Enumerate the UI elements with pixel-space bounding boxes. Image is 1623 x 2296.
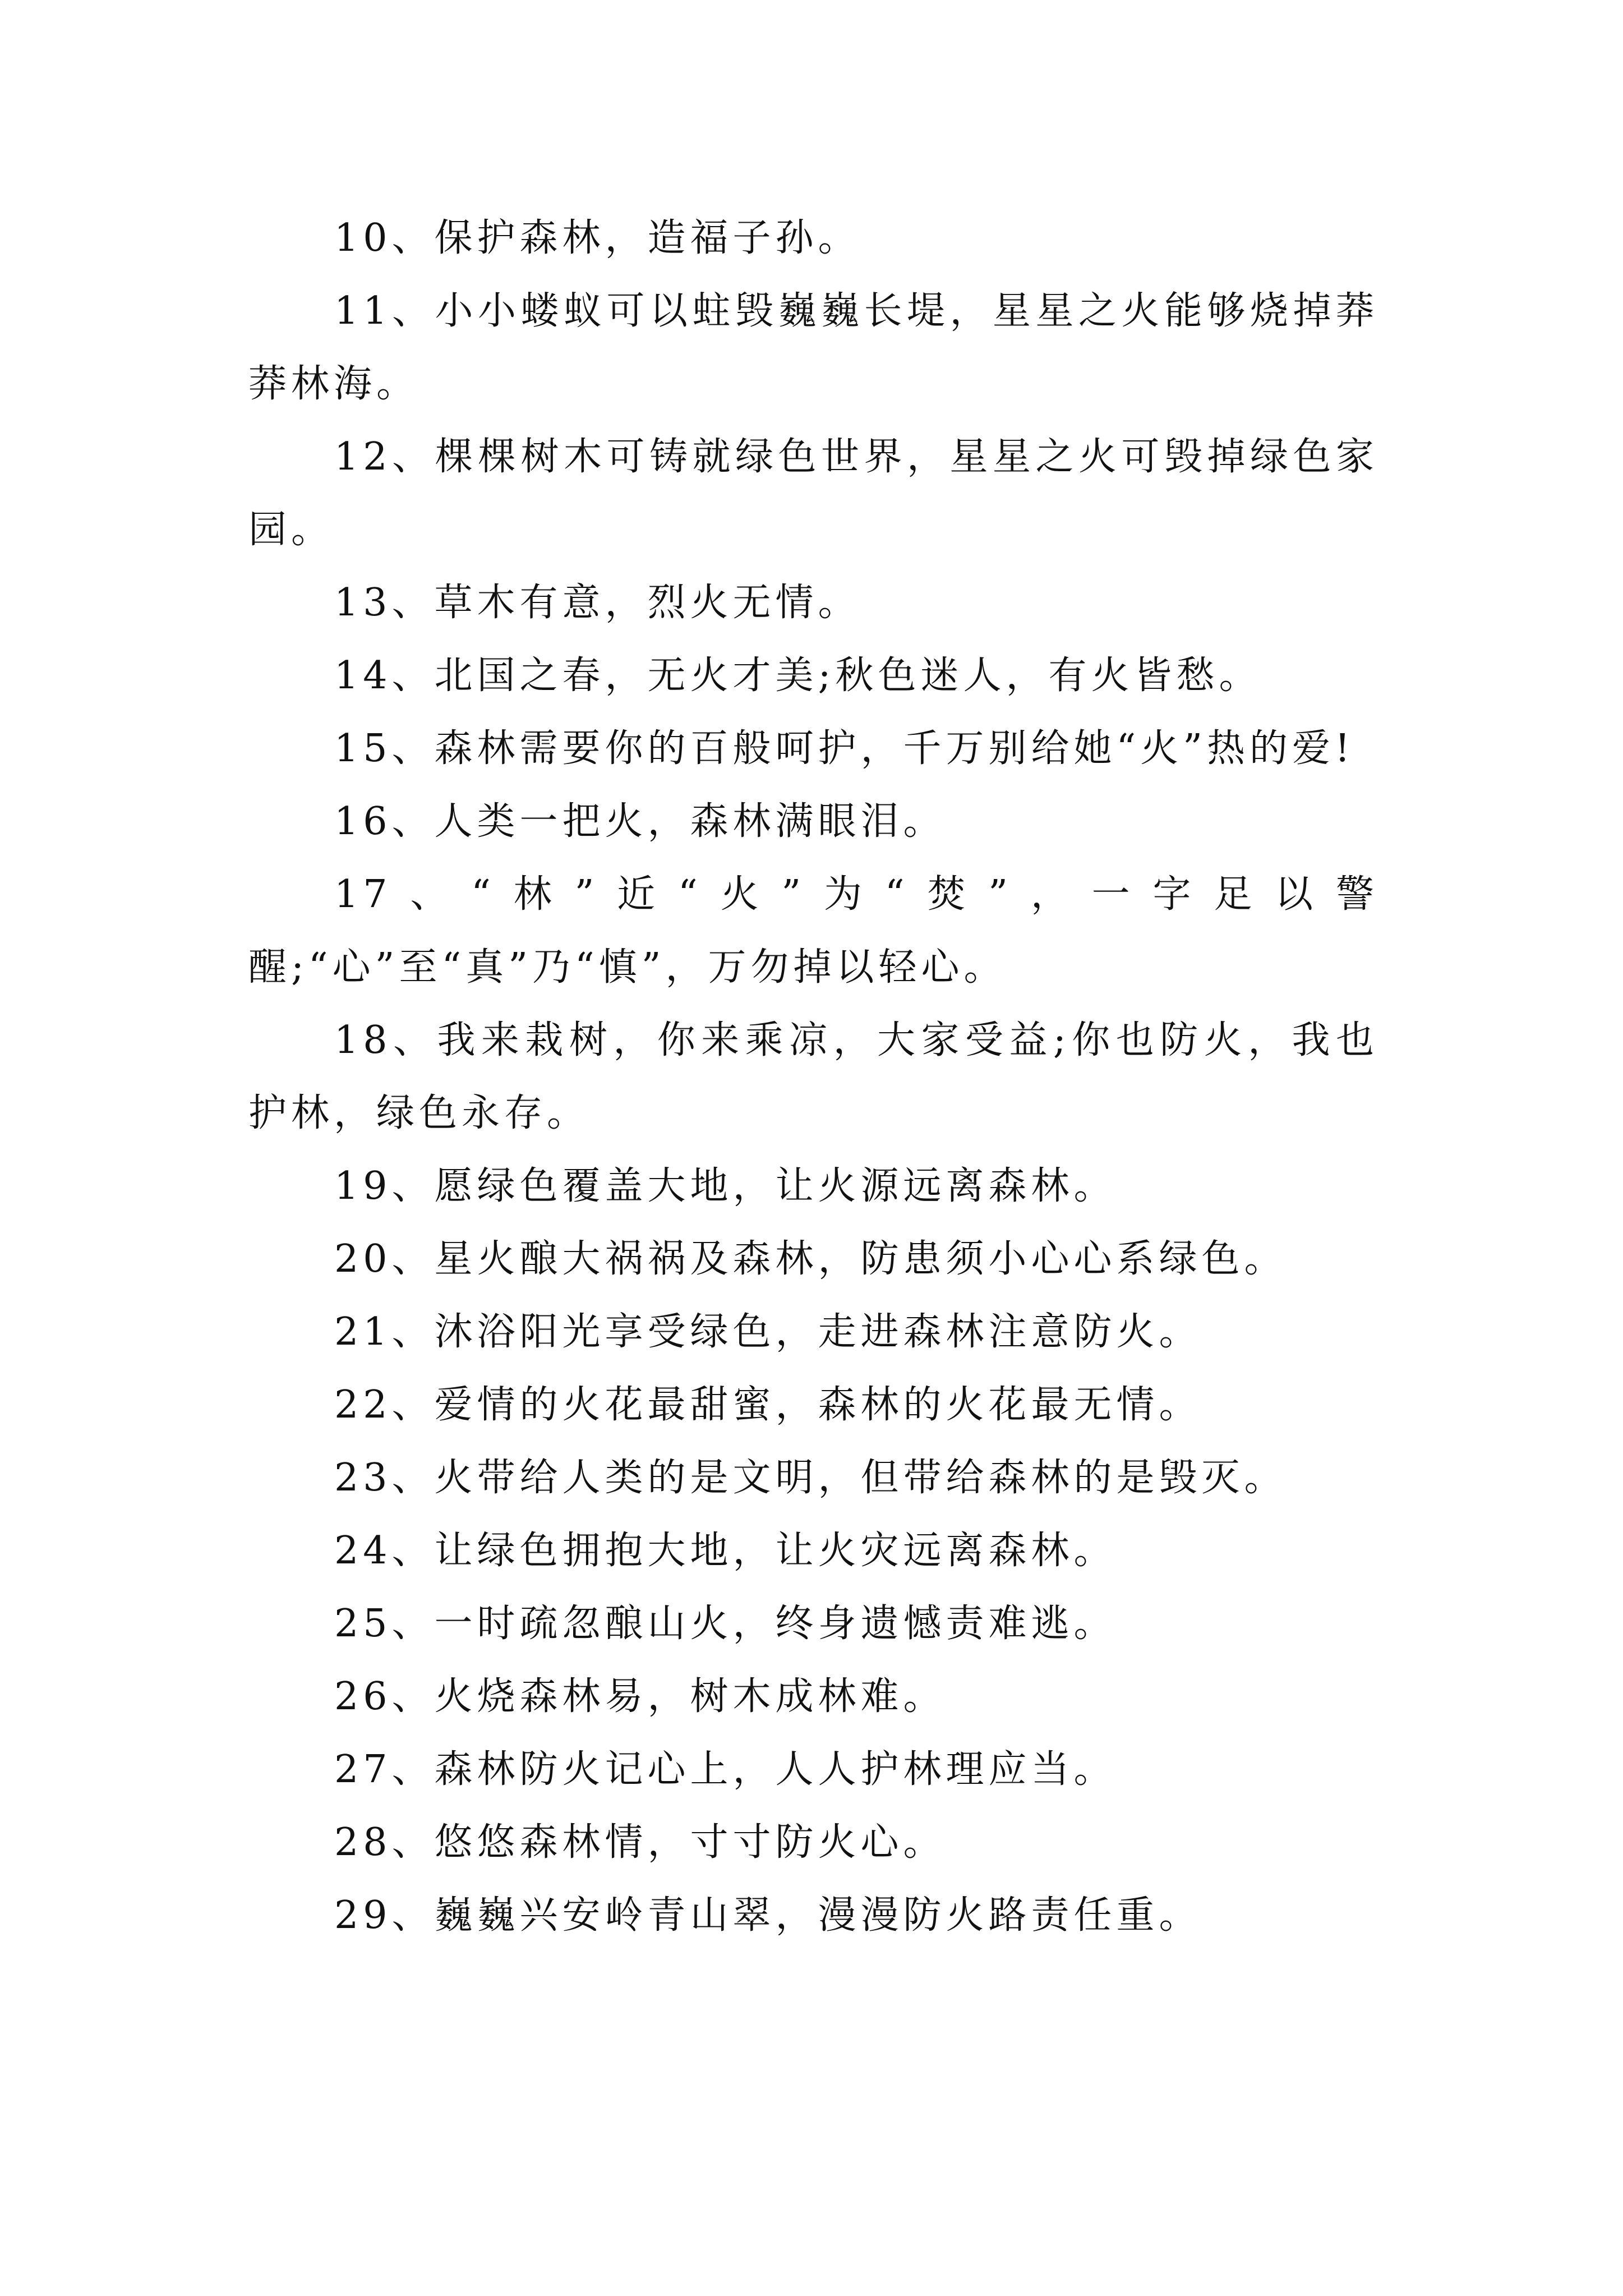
slogan-paragraph: 22、爱情的火花最甜蜜，森林的火花最无情。 [334, 1383, 1202, 1427]
slogan-paragraph: 23、火带给人类的是文明，但带给森林的是毁灭。 [334, 1456, 1287, 1500]
slogan-paragraph: 29、巍巍兴安岭青山翠，漫漫防火路责任重。 [334, 1893, 1202, 1938]
slogan-paragraph: 24、让绿色拥抱大地，让火灾远离森林。 [334, 1529, 1117, 1573]
slogan-paragraph: 25、一时疏忽酿山火，终身遗憾责难逃。 [334, 1602, 1117, 1646]
slogan-paragraph: 11、小小蝼蚁可以蛀毁巍巍长堤，星星之火能够烧掉莽莽林海。 [248, 289, 1378, 406]
slogan-paragraph: 13、草木有意，烈火无情。 [334, 581, 861, 625]
slogan-paragraph: 12、棵棵树木可铸就绿色世界，星星之火可毁掉绿色家园。 [248, 435, 1378, 552]
slogan-paragraph: 10、保护森林，造福子孙。 [334, 216, 861, 260]
slogan-paragraph: 18、我来栽树，你来乘凉，大家受益;你也防火，我也护林，绿色永存。 [248, 1018, 1378, 1135]
slogan-paragraph: 27、森林防火记心上，人人护林理应当。 [334, 1747, 1117, 1792]
document-body [248, 202, 1378, 1952]
slogan-paragraph: 20、星火酿大祸祸及森林，防患须小心心系绿色。 [334, 1237, 1287, 1281]
slogan-paragraph: 14、北国之春，无火才美;秋色迷人，有火皆愁。 [334, 654, 1262, 698]
slogan-paragraph: 15、森林需要你的百般呵护，千万别给她“火”热的爱! [334, 726, 1355, 771]
slogan-paragraph: 19、愿绿色覆盖大地，让火源远离森林。 [334, 1164, 1117, 1208]
slogan-paragraph: 28、悠悠森林情，寸寸防火心。 [334, 1820, 946, 1865]
slogan-paragraph: 26、火烧森林易，树木成林难。 [334, 1674, 946, 1719]
slogan-paragraph: 17、“林”近“火”为“焚”，一字足以警醒;“心”至“真”乃“慎”，万勿掉以轻心。 [248, 872, 1378, 990]
slogan-paragraph: 16、人类一把火，森林满眼泪。 [334, 799, 946, 844]
slogan-paragraph: 21、沐浴阳光享受绿色，走进森林注意防火。 [334, 1310, 1202, 1354]
